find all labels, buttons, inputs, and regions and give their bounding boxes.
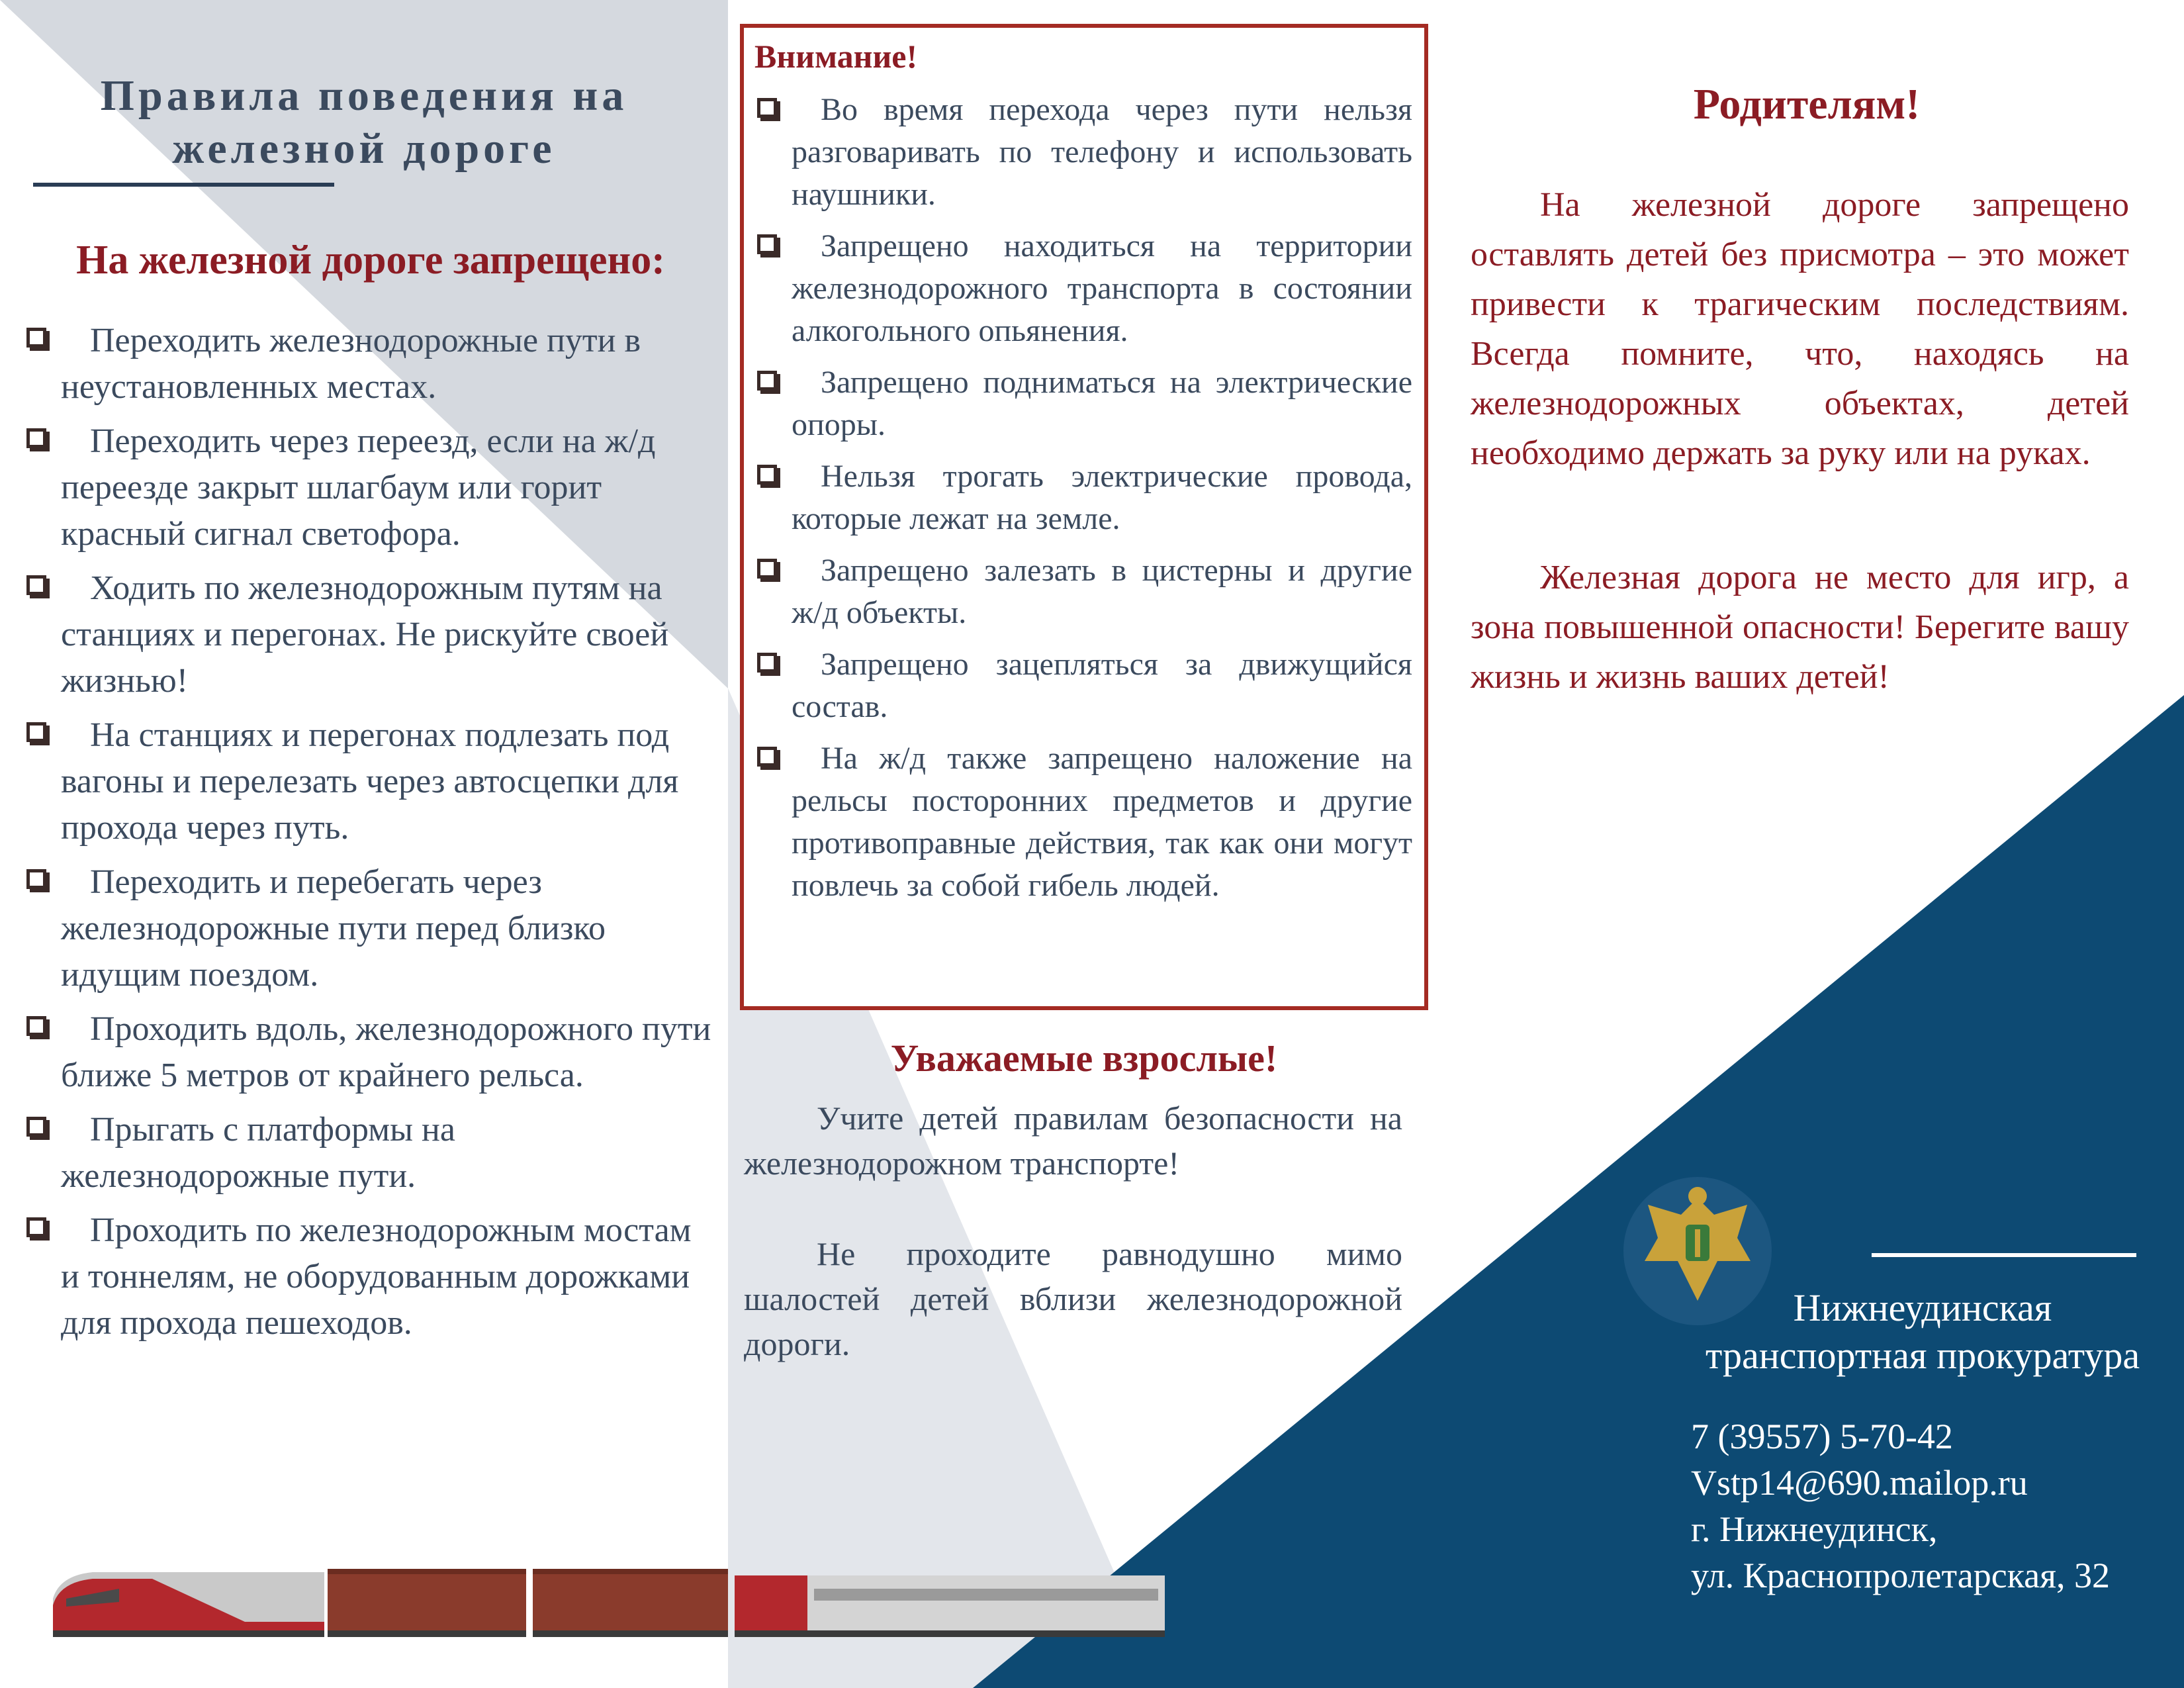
list-item: Переходить железнодорожные пути в неустановленных местах.: [26, 318, 715, 410]
contact-email[interactable]: Vstp14@690.mailop.ru: [1691, 1463, 2028, 1503]
adults-paragraph-2: Не проходите равнодушно мимо шалостей детей вблизи железнодорожной дороги.: [744, 1235, 1402, 1362]
adults-heading: Уважаемые взрослые!: [890, 1037, 1278, 1080]
checkbox-icon: [26, 1016, 46, 1036]
checkbox-icon: [26, 869, 46, 889]
list-item: Запрещено залезать в цистерны и другие ж/д объекты.: [757, 549, 1412, 634]
list-item: На ж/д также запрещено наложение на рельсы посторонних предметов и другие противоправные действия, так как они могут повлечь за собой гибель людей.: [757, 737, 1412, 907]
contact-city: г. Нижнеудинск,: [1691, 1509, 1938, 1549]
parents-paragraph-1: На железной дороге запрещено оставлять детей без присмотра – это может привести к трагическим последствиям. Всегда помните, что, находясь на железнодорожных объектах, детей необходимо держать за руку или на руках.: [1471, 186, 2129, 472]
checkbox-icon: [26, 1117, 46, 1137]
list-item: Проходить вдоль, железнодорожного пути ближе 5 метров от крайнего рельса.: [26, 1006, 715, 1099]
prohibited-list: [26, 318, 715, 1354]
attention-list: [757, 89, 1412, 916]
org-name-line-2: транспортная прокуратура: [1705, 1334, 2140, 1377]
checkbox-icon: [757, 234, 777, 254]
checkbox-icon: [26, 1217, 46, 1237]
parents-heading: Родителям!: [1693, 80, 1921, 128]
checkbox-icon: [757, 98, 777, 118]
checkbox-icon: [26, 722, 46, 742]
title-line-2: железной дороге: [172, 124, 556, 173]
list-item: Во время перехода через пути нельзя разговаривать по телефону и использовать наушники.: [757, 89, 1412, 216]
attention-title: Внимание!: [754, 38, 918, 75]
title-line-1: Правила поведения на: [100, 71, 628, 120]
list-item: Проходить по железнодорожным мостам и тоннелям, не оборудованным дорожками для прохода пешеходов.: [26, 1207, 715, 1346]
checkbox-icon: [757, 371, 777, 391]
checkbox-icon: [26, 328, 46, 348]
adults-paragraph-1: Учите детей правилам безопасности на железнодорожном транспорте!: [744, 1100, 1402, 1182]
list-item: Запрещено подниматься на электрические опоры.: [757, 361, 1412, 446]
train-illustration: [46, 1559, 1171, 1645]
page-title: [40, 70, 688, 175]
list-item: Запрещено зацепляться за движущийся состав.: [757, 643, 1412, 728]
checkbox-icon: [757, 747, 777, 767]
parents-paragraph-2: Железная дорога не место для игр, а зона повышенной опасности! Берегите вашу жизнь и жизнь ваших детей!: [1471, 559, 2129, 696]
boxcar: [533, 1569, 728, 1637]
boxcar: [328, 1569, 526, 1637]
list-item: Запрещено находиться на территории железнодорожного транспорта в состоянии алкогольного опьянения.: [757, 225, 1412, 352]
list-item: На станциях и перегонах подлезать под вагоны и перелезать через автосцепки для прохода через путь.: [26, 712, 715, 851]
checkbox-icon: [26, 428, 46, 448]
org-divider: [1872, 1253, 2136, 1257]
list-item: Ходить по железнодорожным путям на станциях и перегонах. Не рискуйте своей жизнью!: [26, 565, 715, 704]
checkbox-icon: [26, 575, 46, 595]
passenger-car: [735, 1575, 1165, 1637]
list-item: Нельзя трогать электрические провода, которые лежат на земле.: [757, 455, 1412, 540]
checkbox-icon: [757, 559, 777, 579]
list-item: Переходить через переезд, если на ж/д переезде закрыт шлагбаум или горит красный сигнал светофора.: [26, 418, 715, 557]
contact-phone: 7 (39557) 5-70-42: [1691, 1417, 1953, 1456]
checkbox-icon: [757, 465, 777, 485]
prohibited-heading: На железной дороге запрещено:: [76, 238, 665, 283]
org-name-line-1: Нижнеудинская: [1793, 1286, 2052, 1329]
locomotive: [53, 1572, 324, 1637]
list-item: Переходить и перебегать через железнодорожные пути перед близко идущим поездом.: [26, 859, 715, 998]
contact-street: ул. Краснопролетарская, 32: [1691, 1556, 2110, 1595]
contacts-block: [1691, 1413, 2181, 1599]
title-divider: [33, 183, 334, 187]
checkbox-icon: [757, 653, 777, 673]
list-item: Прыгать с платформы на железнодорожные пути.: [26, 1107, 715, 1199]
org-name: [1661, 1284, 2184, 1380]
attention-box: [740, 24, 1428, 1010]
